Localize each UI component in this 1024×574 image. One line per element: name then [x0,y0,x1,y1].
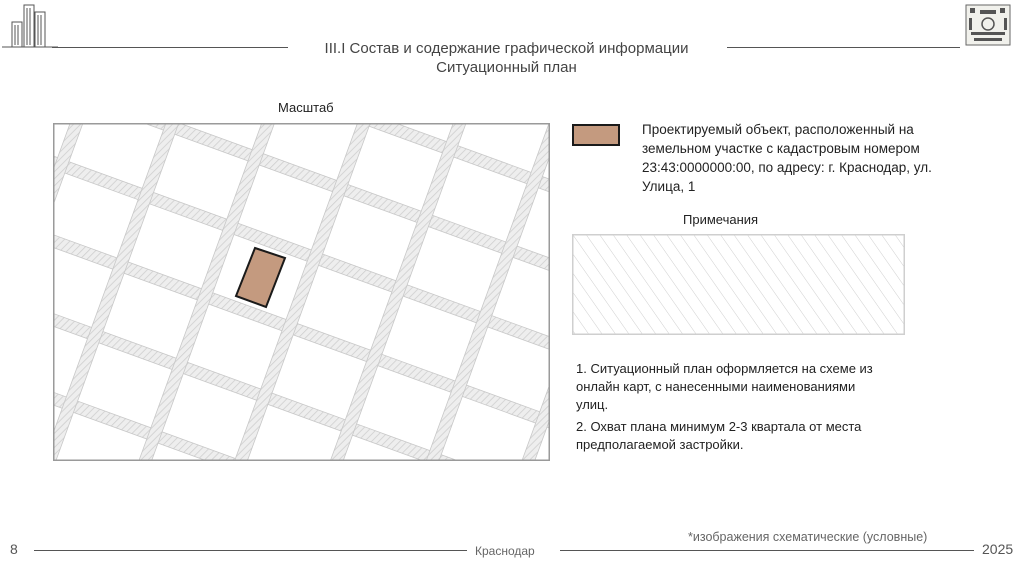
notes-heading: Примечания [683,212,759,227]
footer-city: Краснодар [475,544,535,558]
footer-rule-right [560,550,974,551]
disclaimer-text: *изображения схематические (условные) [688,530,928,544]
situational-map [53,123,550,461]
footer-year: 2025 [982,541,1014,557]
notes-hatched-area [572,234,905,335]
page-subtitle: Ситуационный план [436,59,577,76]
footer-rule-left [34,550,467,551]
page-number: 8 [10,541,18,557]
scale-label: Масштаб [278,100,334,115]
page-title: III.I Состав и содержание графической информации [324,40,689,57]
note-item-2: 2. Охват плана минимум 2-3 квартала от места предполагаемой застройки. [576,419,862,452]
note-item-1: 1. Ситуационный план оформляется на схеме из онлайн карт, с нанесенными наименованиями улиц. [576,361,873,412]
object-legend-swatch [572,124,620,146]
object-legend-text: Проектируемый объект, расположенный на земельном участке с кадастровым номером 23:43:0000000:00, по адресу: г. Краснодар, ул. Улица, 1 [642,122,932,194]
